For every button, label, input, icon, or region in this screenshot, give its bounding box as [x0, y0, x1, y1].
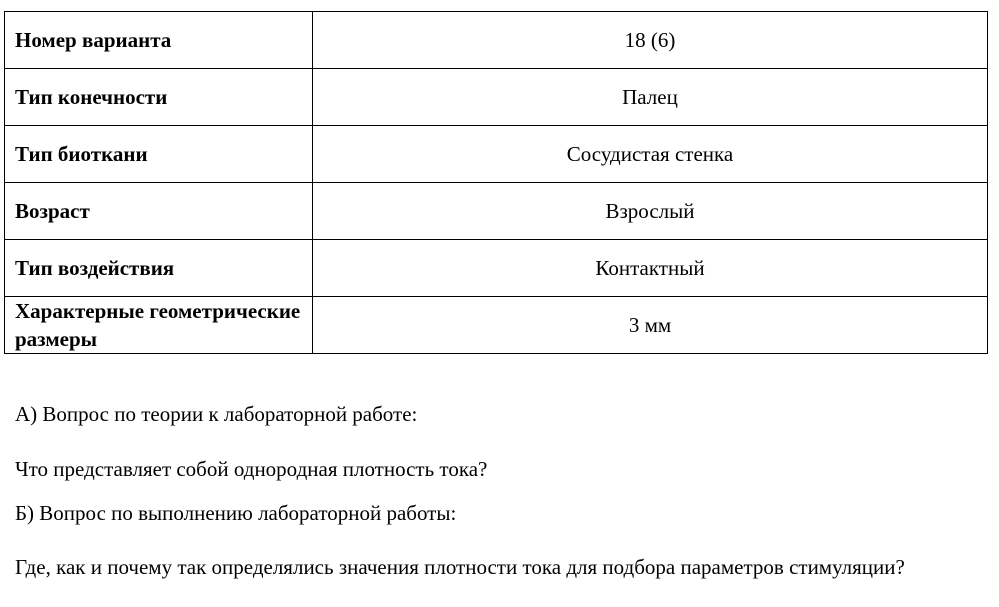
row-label-tissue-type: Тип биоткани — [5, 126, 313, 183]
row-value-tissue-type: Сосудистая стенка — [313, 126, 988, 183]
row-value-age: Взрослый — [313, 183, 988, 240]
row-value-exposure-type: Контактный — [313, 240, 988, 297]
row-value-geometric-size: 3 мм — [313, 297, 988, 354]
question-b-text: Где, как и почему так определялись значения плотности тока для подбора параметров стимуляции? — [15, 555, 905, 579]
question-a-heading: А) Вопрос по теории к лабораторной работе: — [15, 402, 418, 426]
table-row — [5, 12, 988, 69]
row-label-limb-type: Тип конечности — [5, 69, 313, 126]
row-label-exposure-type: Тип воздействия — [5, 240, 313, 297]
row-label-age: Возраст — [5, 183, 313, 240]
row-value-variant-number: 18 (6) — [313, 12, 988, 69]
table-row — [5, 183, 988, 240]
table-row — [5, 69, 988, 126]
table-row — [5, 126, 988, 183]
row-label-variant-number: Номер варианта — [5, 12, 313, 69]
variant-parameters-table — [4, 11, 988, 354]
row-value-limb-type: Палец — [313, 69, 988, 126]
question-b-heading: Б) Вопрос по выполнению лабораторной работы: — [15, 501, 457, 525]
table-row — [5, 240, 988, 297]
table-row — [5, 297, 988, 354]
question-a-text: Что представляет собой однородная плотность тока? — [15, 457, 488, 481]
row-label-geometric-size: Характерные геометрические размеры — [5, 297, 313, 354]
